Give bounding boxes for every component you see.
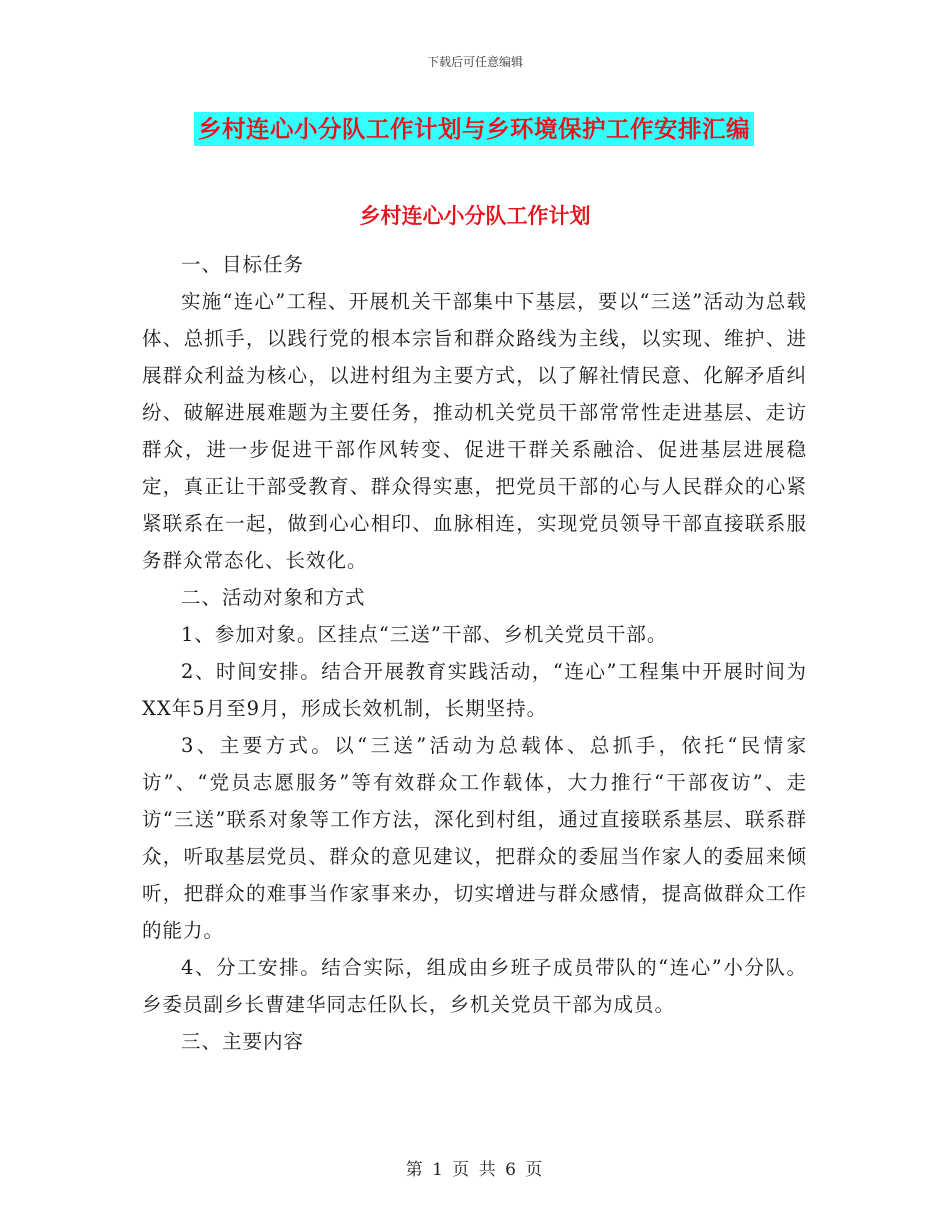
heading-activity-objects: 二、活动对象和方式 <box>181 586 366 609</box>
paragraph-participants: 1、参加对象。区挂点“三送”干部、乡机关党员干部。 <box>181 623 668 646</box>
heading-target-tasks: 一、目标任务 <box>181 253 305 276</box>
section-title: 乡村连心小分队工作计划 <box>359 204 591 228</box>
header-note: 下载后可任意编辑 <box>426 55 523 69</box>
heading-main-content: 三、主要内容 <box>181 1030 305 1053</box>
paragraph-target-tasks: 实施“连心”工程、开展机关干部集中下基层，要以“三送”活动为总载体、总抓手，以践行党的根本宗旨和群众路线为主线，以实现、维护、进展群众利益为核心，以进村组为主要方式，以了解社情民意、化解矛盾纠纷、破解进展难题为主要任务，推动机关党员干部常常性走进基层、走访群众，进一步促进干部作风转变、促进干群关系融洽、促进基层进展稳定，真正让干部受教育、群众得实惠，把党员干部的心与人民群众的心紧紧联系在一起，做到心心相印、血脉相连，实现党员领导干部直接联系服务群众常态化、长效化。 <box>142 290 807 572</box>
document-title: 乡村连心小分队工作计划与乡环境保护工作安排汇编 <box>194 112 754 146</box>
paragraph-methods: 3、主要方式。以“三送”活动为总载体、总抓手，依托“民情家访”、“党员志愿服务”等有效群众工作载体，大力推行“干部夜访”、走访“三送”联系对象等工作方法，深化到村组，通过直接联系基层、联系群众，听取基层党员、群众的意见建议，把群众的委屈当作家人的委屈来倾听，把群众的难事当作家事来办，切实增进与群众感情，提高做群众工作的能力。 <box>142 734 807 942</box>
paragraph-division: 4、分工安排。结合实际，组成由乡班子成员带队的“连心”小分队。乡委员副乡长曹建华同志任队长，乡机关党员干部为成员。 <box>142 956 807 1016</box>
document-body <box>142 246 807 1060</box>
page-footer: 第 1 页 共 6 页 <box>405 1160 545 1180</box>
paragraph-schedule: 2、时间安排。结合开展教育实践活动，“连心”工程集中开展时间为XX年5月至9月，形成长效机制，长期坚持。 <box>142 660 807 720</box>
